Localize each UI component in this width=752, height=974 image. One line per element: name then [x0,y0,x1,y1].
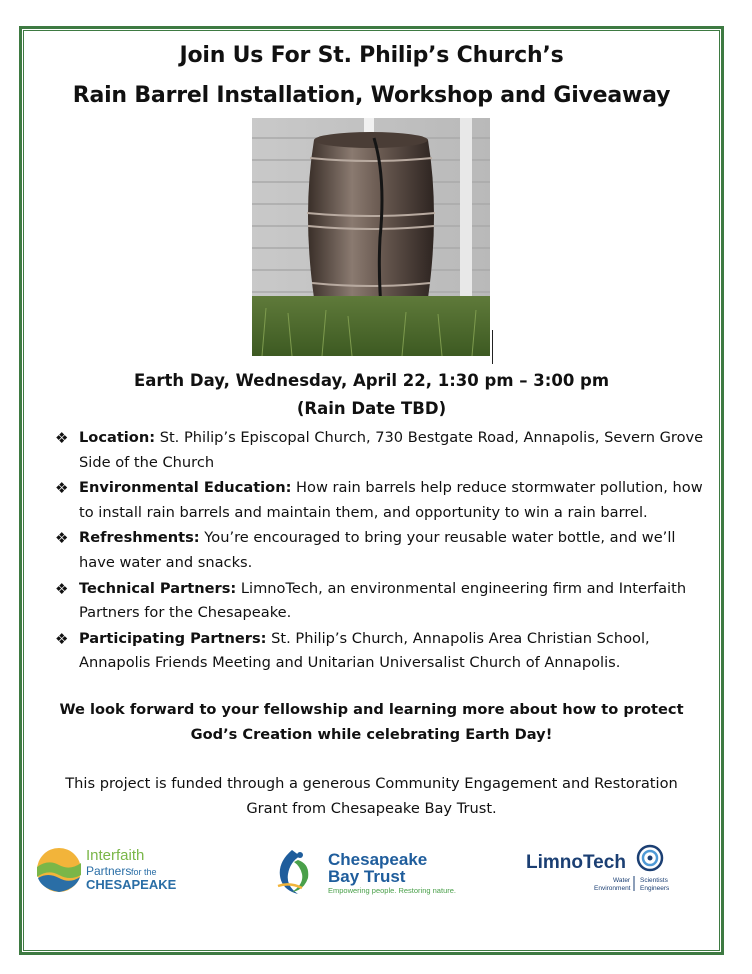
lt-swirl-icon [638,846,662,870]
funding-line-2: Grant from Chesapeake Bay Trust. [246,800,497,817]
bullet-label: Refreshments: [79,529,200,547]
heading-line-2: Rain Barrel Installation, Workshop and Giveaway [72,83,671,108]
closing-line-2: God’s Creation while celebrating Earth Day! [190,726,553,743]
text-cursor [492,330,493,364]
closing-line-1: We look forward to your fellowship and learning more about how to protect [59,701,684,718]
limnotech-logo [524,843,674,895]
lt-environment: Environment [594,885,631,892]
list-item-participating-partners [54,627,712,676]
bullet-text: St. Philip’s Episcopal Church, 730 Bestgate Road, Annapolis, Severn Grove Side of the Church [79,429,704,471]
bullet-label: Location: [79,429,156,446]
bullet-text: St. Philip’s Church, Annapolis Area Christian School, Annapolis Friends Meeting and Unitarian Universalist Church of Annapolis. [79,629,650,672]
closing-message [24,697,719,747]
diamond-bullet-icon: ❖ [55,629,69,648]
list-item-technical-partners [54,577,712,626]
ipc-chesapeake: CHESAPEAKE [86,877,176,892]
cbt-heron-icon [280,850,300,894]
bullet-text: You’re encouraged to bring your reusable water bottle, and we’ll have water and snacks. [79,529,676,571]
rain-date: (Rain Date TBD) [296,399,447,418]
rain-barrel-photo [252,118,490,356]
diamond-bullet-icon: ❖ [55,429,69,447]
ipc-partners: Partners [86,864,132,878]
bullet-label: Environmental Education: [79,479,292,497]
chesapeake-bay-trust-logo [270,846,470,898]
cbt-tagline: Empowering people. Restoring nature. [328,886,456,895]
interfaith-partners-logo [36,845,176,895]
list-item-education [54,476,712,525]
bullet-label: Technical Partners: [79,579,237,597]
list-item-location [54,426,712,475]
list-item-refreshments [54,526,712,575]
bullet-text: How rain barrels help reduce stormwater pollution, how to install rain barrels and maintain them, and opportunity to win a rain barrel. [79,479,703,521]
ipc-name: Interfaith [86,847,145,864]
lt-water: Water [613,877,631,884]
bullet-text: LimnoTech, an environmental engineering firm and Interfaith Partners for the Chesapeake. [79,579,687,622]
ipc-for-the: for the [131,867,157,877]
cbt-name-line-1: Chesapeake [328,850,428,869]
bullet-label: Participating Partners: [79,629,267,647]
lt-engineers: Engineers [640,885,670,892]
funding-line-1: This project is funded through a generous Community Engagement and Restoration [65,775,678,792]
heading-line-1: Join Us For St. Philip’s Church’s [179,43,564,68]
event-date: Earth Day, Wednesday, April 22, 1:30 pm – 3:00 pm [133,371,610,390]
diamond-bullet-icon: ❖ [55,479,69,498]
diamond-bullet-icon: ❖ [55,529,69,548]
lt-name: LimnoTech [526,852,626,873]
lt-scientists: Scientists [640,877,668,884]
details-list [54,426,712,677]
funding-note [24,771,719,821]
diamond-bullet-icon: ❖ [55,579,69,598]
cbt-name-line-2: Bay Trust [328,867,406,886]
